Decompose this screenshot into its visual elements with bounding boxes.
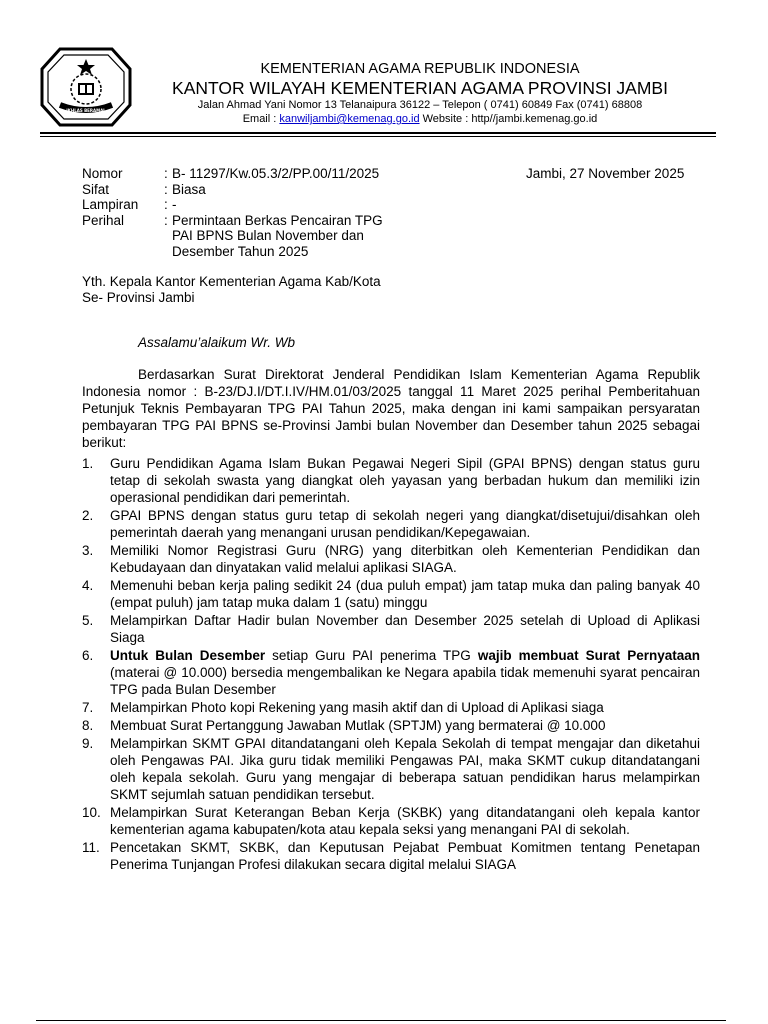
letter-attachment: - <box>172 197 177 212</box>
list-item: 9. Melampirkan SKMT GPAI ditandatangani oleh Kepala Sekolah di tempat mengajar dan diketahui oleh Pengawas PAI. Jika guru tidak memiliki Pengawas PAI, maka SKMT cukup ditandatangani oleh kepala sekolah. Guru yang mengajar di beberapa satuan pendidikan harus melampirkan SKMT sejumlah satuan pendidikan tersebut. <box>82 736 700 802</box>
list-item: 5. Melampirkan Daftar Hadir bulan November dan Desember 2025 setelah di Upload di Aplikasi Siaga <box>82 613 700 645</box>
letter-meta: Nomor : B- 11297/Kw.05.3/2/PP.00/11/2025 Sifat : Biasa Lampiran : - Perihal : Permintaan Berkas Pencairan TPG PAI BPNS Bulan November dan Desember Tahun 2025 <box>82 166 412 259</box>
website-text: Website : http//jambi.kemenag.go.id <box>419 113 598 125</box>
list-item: 3. Memiliki Nomor Registrasi Guru (NRG) yang diterbitkan oleh Kementerian Pendidikan dan Kebudayaan dan dinyatakan valid melalui aplikasi SIAGA. <box>82 543 700 575</box>
ministry-logo <box>40 45 132 129</box>
letter-date: Jambi, 27 November 2025 <box>526 166 685 181</box>
letterhead <box>140 60 700 126</box>
office-name: KANTOR WILAYAH KEMENTERIAN AGAMA PROVINSI JAMBI <box>172 78 668 98</box>
list-item: 4. Memenuhi beban kerja paling sedikit 24 (dua puluh empat) jam tatap muka dan paling banyak 40 (empat puluh) jam tatap muka dalam 1 (satu) minggu <box>82 578 700 610</box>
list-item: 8. Membuat Surat Pertanggung Jawaban Mutlak (SPTJM) yang bermaterai @ 10.000 <box>82 718 606 733</box>
email-link[interactable]: kanwiljambi@kemenag.go.id <box>279 113 420 125</box>
header-rule-thin <box>40 136 716 137</box>
list-item: 2. GPAI BPNS dengan status guru tetap di sekolah negeri yang diangkat/disetujui/disahkan oleh pemerintah daerah yang menangani urusan pendidikan/Kepegawaian. <box>82 508 700 540</box>
requirements-list <box>82 455 700 874</box>
office-address: Jalan Ahmad Yani Nomor 13 Telanaipura 36122 – Telepon ( 0741) 60849 Fax (0741) 68808 <box>197 99 643 111</box>
list-item: 11. Pencetakan SKMT, SKBK, dan Keputusan Pejabat Pembuat Komitmen tentang Penetapan Penerima Tunjangan Profesi dilakukan secara digital melalui SIAGA <box>82 840 700 872</box>
letter-nature: Biasa <box>172 181 206 197</box>
greeting: Assalamu’alaikum Wr. Wb <box>138 335 296 350</box>
list-item: 10. Melampirkan Surat Keterangan Beban Kerja (SKBK) yang ditandatangani oleh kepala kantor kementerian agama kabupaten/kota atau kepala seksi yang menangani PAI di sekolah. <box>82 805 700 837</box>
ministry-name: KEMENTERIAN AGAMA REPUBLIK INDONESIA <box>260 61 580 77</box>
letter-number: B- 11297/Kw.05.3/2/PP.00/11/2025 <box>172 166 380 181</box>
list-item: 7. Melampirkan Photo kopi Rekening yang masih aktif dan di Upload di Aplikasi siaga <box>82 700 604 715</box>
header-rule <box>40 132 716 134</box>
list-item: 6. Untuk Bulan Desember setiap Guru PAI penerima TPG wajib membuat Surat Pernyataan (materai @ 10.000) bersedia mengembalikan ke Negara apabila tidak memenuhi syarat pencairan TPG pada Bulan Desember <box>82 648 700 697</box>
page-edge <box>36 1020 726 1021</box>
intro-paragraph: Berdasarkan Surat Direktorat Jenderal Pendidikan Islam Kementerian Agama Republik Indonesia nomor : B-23/DJ.I/DT.I.IV/HM.01/03/2025 tanggal 11 Maret 2025 perihal Pemberitahuan Petunjuk Teknis Pembayaran TPG PAI Tahun 2025, maka dengan ini kami sampaikan persyaratan pembayaran TPG PAI BPNS se-Provinsi Jambi bulan November dan Desember tahun 2025 sebagai berikut: <box>82 367 700 450</box>
svg-text:IKHLAS BERAMAL: IKHLAS BERAMAL <box>66 108 106 113</box>
list-item: 1. Guru Pendidikan Agama Islam Bukan Pegawai Negeri Sipil (GPAI BPNS) dengan status guru tetap di sekolah swasta yang diangkat oleh yayasan yang berbadan hukum dan memiliki izin operasional pendidikan dari pemerintah. <box>82 456 700 505</box>
contact-line: Email : kanwiljambi@kemenag.go.id Website : http//jambi.kemenag.go.id <box>242 113 598 125</box>
letter-subject: Permintaan Berkas Pencairan TPG PAI BPNS Bulan November dan Desember Tahun 2025 <box>172 212 383 259</box>
recipient: Yth. Kepala Kantor Kementerian Agama Kab/Kota Se- Provinsi Jambi <box>82 274 381 305</box>
